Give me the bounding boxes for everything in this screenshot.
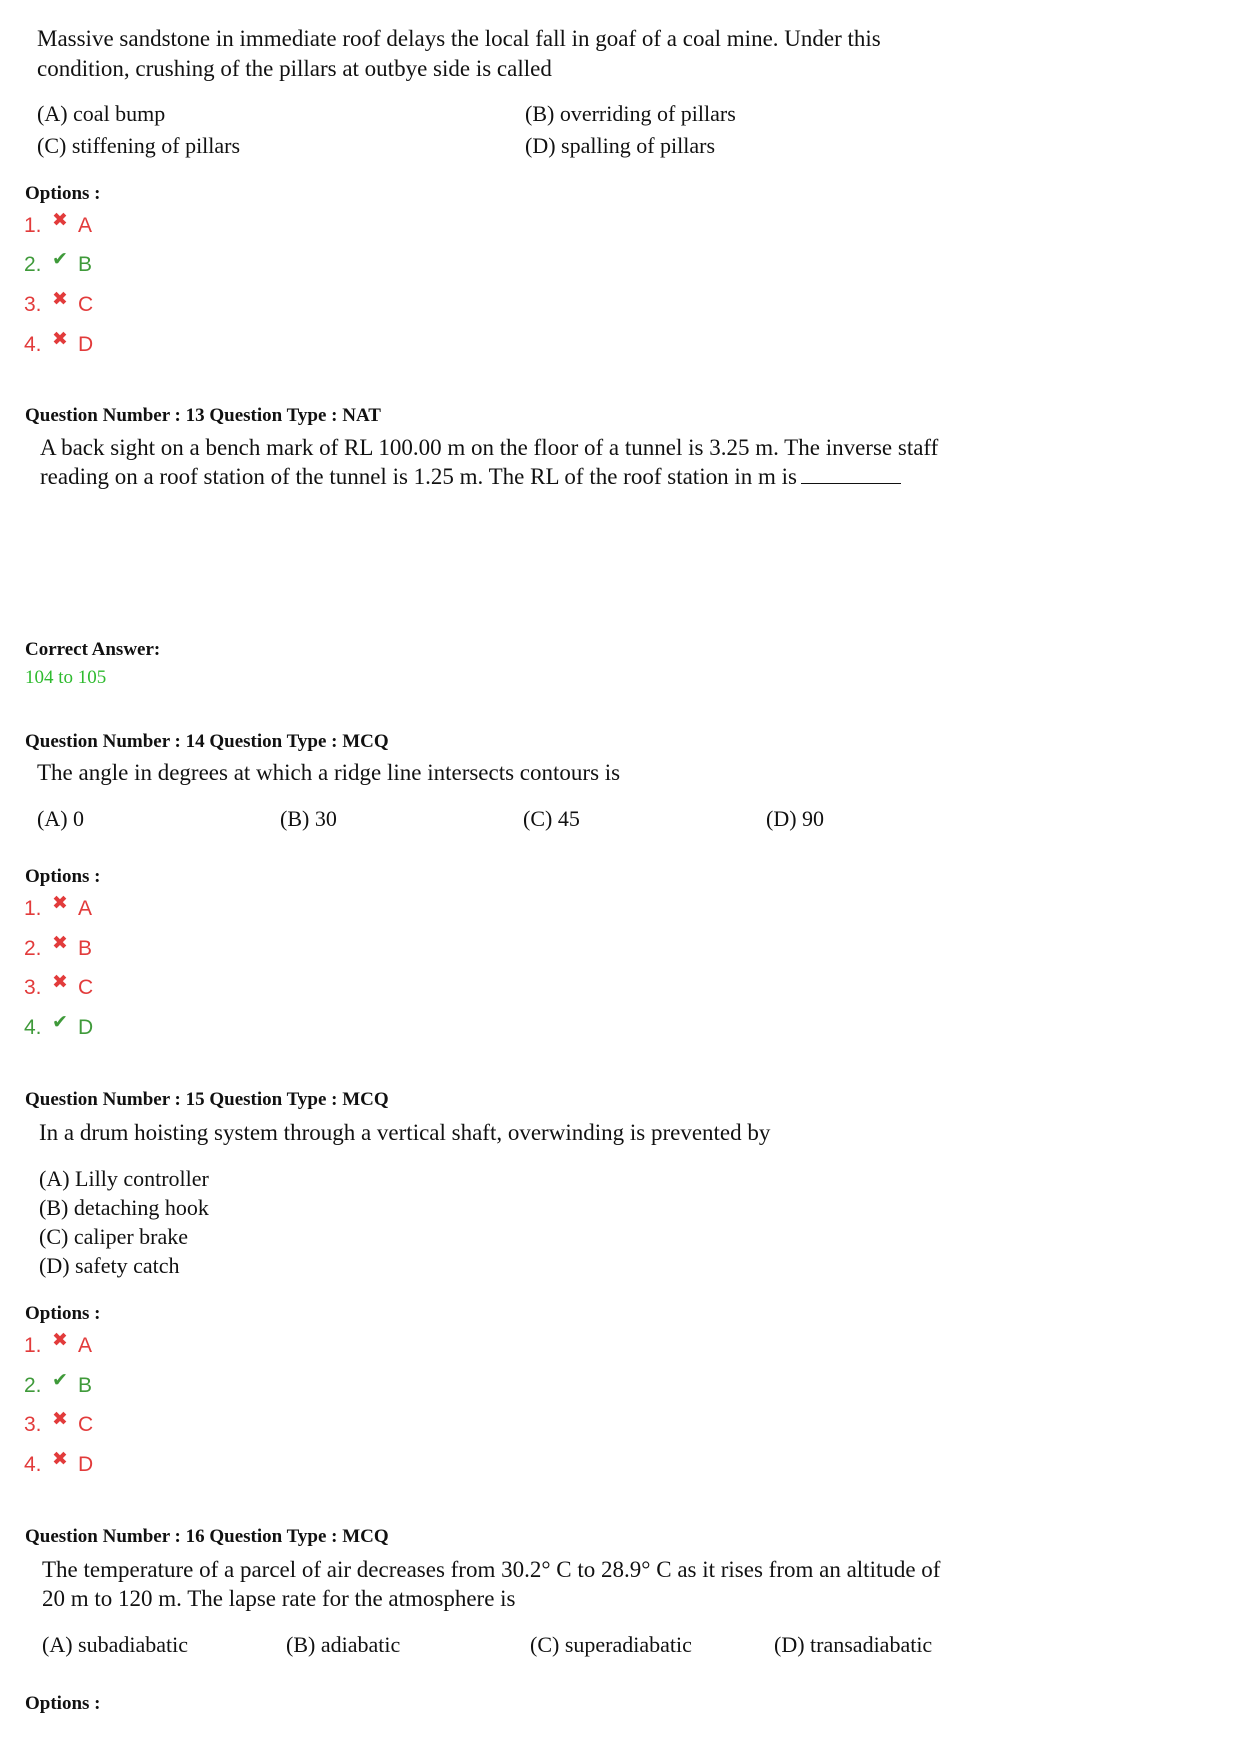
q14-header: Question Number : 14 Question Type : MCQ <box>25 731 389 752</box>
cross-icon: ✖ <box>52 932 68 954</box>
choice-number: 1. <box>24 1334 42 1357</box>
q12-option-b: (B) overriding of pillars <box>525 101 736 126</box>
q14-choice-3 <box>24 971 94 1000</box>
q15-option-b: (B) detaching hook <box>39 1195 209 1220</box>
q12-option-c: (C) stiffening of pillars <box>37 133 241 158</box>
q12-choice-3 <box>24 288 94 317</box>
choice-number: 4. <box>24 1453 42 1476</box>
q14-option-d: (D) 90 <box>766 806 825 831</box>
choice-number: 3. <box>24 1413 42 1436</box>
choice-letter: D <box>78 333 94 356</box>
q12-options-label: Options : <box>25 183 101 204</box>
q14-option-b: (B) 30 <box>280 806 337 831</box>
choice-letter: D <box>78 1016 94 1039</box>
cross-icon: ✖ <box>52 892 68 914</box>
q15-choice-1 <box>24 1329 93 1358</box>
q14-option-a: (A) 0 <box>37 806 85 831</box>
q14-choice-2 <box>24 932 93 961</box>
q13-correct-answer-value: 104 to 105 <box>25 667 107 688</box>
check-icon: ✔ <box>52 1011 68 1033</box>
cross-icon: ✖ <box>52 1329 68 1351</box>
q14-option-c: (C) 45 <box>523 806 580 831</box>
choice-number: 2. <box>24 937 42 960</box>
check-icon: ✔ <box>52 1369 68 1391</box>
cross-icon: ✖ <box>52 288 68 310</box>
q16-header: Question Number : 16 Question Type : MCQ <box>25 1526 389 1547</box>
choice-letter: C <box>78 976 94 999</box>
q16-option-d: (D) transadiabatic <box>774 1632 933 1657</box>
choice-number: 1. <box>24 897 42 920</box>
q14-stem: The angle in degrees at which a ridge line intersects contours is <box>37 760 621 785</box>
choice-number: 2. <box>24 253 42 276</box>
q16-option-a: (A) subadiabatic <box>42 1632 188 1657</box>
cross-icon: ✖ <box>52 328 68 350</box>
q14-choice-4 <box>24 1011 94 1040</box>
cross-icon: ✖ <box>52 971 68 993</box>
q12-choice-4 <box>24 328 94 357</box>
q16-stem-line1: The temperature of a parcel of air decreases from 30.2° C to 28.9° C as it rises from an altitude of <box>42 1557 941 1582</box>
choice-number: 3. <box>24 293 42 316</box>
q15-option-d: (D) safety catch <box>39 1253 180 1278</box>
q12-stem-line1: Massive sandstone in immediate roof delays the local fall in goaf of a coal mine. Under this <box>37 26 881 51</box>
choice-letter: B <box>78 253 93 276</box>
choice-number: 4. <box>24 1016 42 1039</box>
q15-choice-2 <box>24 1369 93 1398</box>
q15-options-label: Options : <box>25 1303 101 1324</box>
cross-icon: ✖ <box>52 209 68 231</box>
q16-options-label: Options : <box>25 1693 101 1714</box>
q16-option-c: (C) superadiabatic <box>530 1632 692 1657</box>
q15-header: Question Number : 15 Question Type : MCQ <box>25 1089 389 1110</box>
q15-option-a: (A) Lilly controller <box>39 1166 209 1191</box>
q12-option-a: (A) coal bump <box>37 101 166 126</box>
choice-letter: B <box>78 937 93 960</box>
q15-choice-3 <box>24 1408 94 1437</box>
choice-letter: B <box>78 1374 93 1397</box>
choice-number: 2. <box>24 1374 42 1397</box>
choice-letter: A <box>78 897 93 920</box>
q13-stem-line1: A back sight on a bench mark of RL 100.00 m on the floor of a tunnel is 3.25 m. The inverse staff <box>40 435 939 460</box>
choice-letter: D <box>78 1453 94 1476</box>
q12-stem-line2: condition, crushing of the pillars at outbye side is called <box>37 56 552 81</box>
answer-blank <box>801 465 901 484</box>
q12-choice-1 <box>24 209 93 238</box>
cross-icon: ✖ <box>52 1408 68 1430</box>
choice-letter: A <box>78 214 93 237</box>
q15-choice-4 <box>24 1448 94 1477</box>
choice-number: 1. <box>24 214 42 237</box>
choice-number: 3. <box>24 976 42 999</box>
q12-option-d: (D) spalling of pillars <box>525 133 716 158</box>
choice-letter: A <box>78 1334 93 1357</box>
q13-header: Question Number : 13 Question Type : NAT <box>25 405 381 426</box>
q13-correct-answer-label: Correct Answer: <box>25 639 161 660</box>
choice-letter: C <box>78 293 94 316</box>
q16-option-b: (B) adiabatic <box>286 1632 401 1657</box>
q12-choice-2 <box>24 248 93 277</box>
q14-options-label: Options : <box>25 866 101 887</box>
q15-option-c: (C) caliper brake <box>39 1224 189 1249</box>
q14-choice-1 <box>24 892 93 921</box>
q13-stem-line2 <box>40 462 901 491</box>
q15-stem: In a drum hoisting system through a vertical shaft, overwinding is prevented by <box>39 1120 771 1145</box>
choice-letter: C <box>78 1413 94 1436</box>
q13-stem-text: reading on a roof station of the tunnel is 1.25 m. The RL of the roof station in m is <box>40 464 797 489</box>
cross-icon: ✖ <box>52 1448 68 1470</box>
q16-stem-line2: 20 m to 120 m. The lapse rate for the atmosphere is <box>42 1586 516 1611</box>
check-icon: ✔ <box>52 248 68 270</box>
choice-number: 4. <box>24 333 42 356</box>
